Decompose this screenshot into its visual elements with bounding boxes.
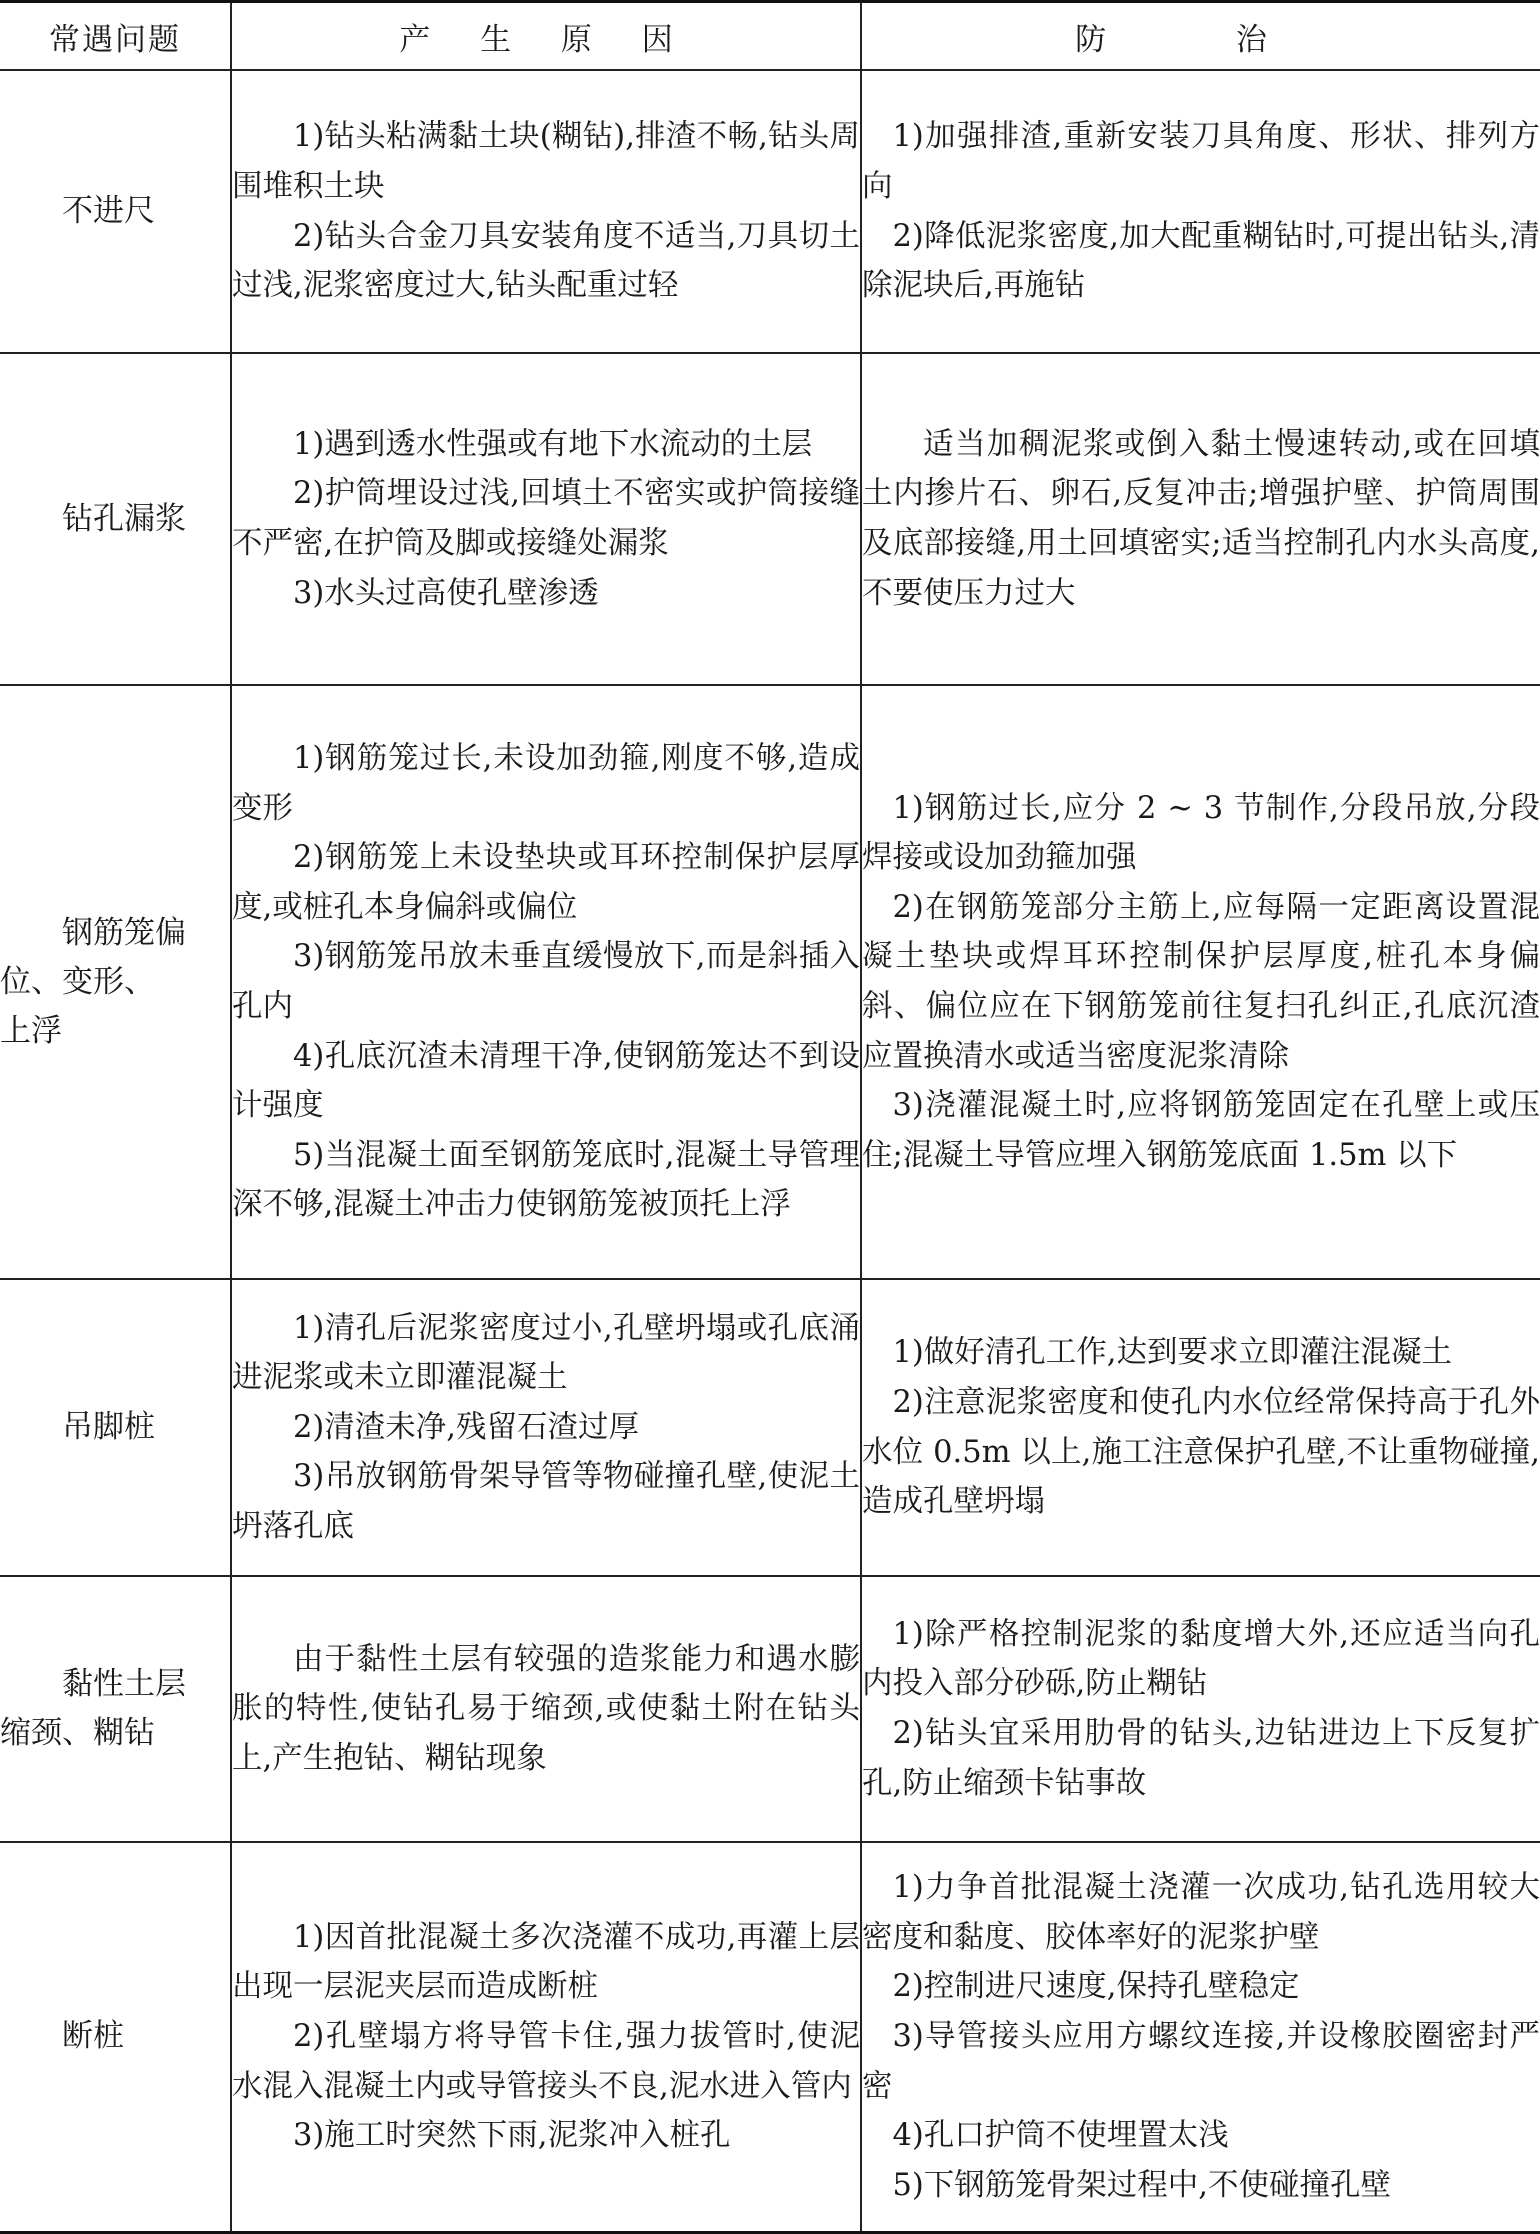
cause-item: 3)吊放钢筋骨架导管等物碰撞孔壁,使泥土坍落孔底 xyxy=(232,1459,860,1544)
prevention-item: 1)做好清孔工作,达到要求立即灌注混凝土 xyxy=(892,1335,1452,1371)
table-row xyxy=(0,70,1540,353)
cause-item: 1)遇到透水性强或有地下水流动的土层 xyxy=(293,426,813,462)
prevention-item: 2)在钢筋笼部分主筋上,应每隔一定距离设置混凝土垫块或焊耳环控制保护层厚度,桩孔本身偏斜、偏位应在下钢筋笼前往复扫孔纠正,孔底沉渣应置换清水或适当密度泥浆清除 xyxy=(862,889,1540,1074)
cause-item: 2)清渣未净,残留石渣过厚 xyxy=(293,1409,639,1445)
prevention-item: 2)控制进尺速度,保持孔壁稳定 xyxy=(892,1969,1300,2005)
cause-item: 3)钢筋笼吊放未垂直缓慢放下,而是斜插入孔内 xyxy=(232,939,860,1024)
prevention-cell xyxy=(861,685,1540,1279)
table-row xyxy=(0,1279,1540,1576)
cause-cell xyxy=(231,353,861,685)
cause-item: 2)孔壁塌方将导管卡住,强力拔管时,使泥水混入混凝土内或导管接头不良,泥水进入管内 xyxy=(232,2018,860,2104)
prevention-item: 3)浇灌混凝土时,应将钢筋笼固定在孔壁上或压住;混凝土导管应埋入钢筋笼底面 1.5m 以下 xyxy=(862,1088,1540,1173)
cause-cell xyxy=(231,1279,861,1576)
prevention-cell xyxy=(861,1279,1540,1576)
prevention-item: 2)注意泥浆密度和使孔内水位经常保持高于孔外水位 0.5m 以上,施工注意保护孔壁,不让重物碰撞,造成孔壁坍塌 xyxy=(862,1384,1540,1520)
prevention-cell xyxy=(861,353,1540,685)
table-row xyxy=(0,353,1540,685)
problem-name: 吊脚桩 xyxy=(62,1409,155,1445)
prevention-item: 适当加稠泥浆或倒入黏土慢速转动,或在回填土内掺片石、卵石,反复冲击;增强护壁、护筒周围及底部接缝,用土回填密实;适当控制孔内水头高度,不要使压力过大 xyxy=(862,426,1540,611)
problem-name: 钻孔漏浆 xyxy=(62,500,186,537)
cause-item: 1)因首批混凝土多次浇灌不成功,再灌上层出现一层泥夹层而造成断桩 xyxy=(232,1919,860,2005)
header-row xyxy=(0,2,1540,71)
problem-name: 断桩 xyxy=(62,2018,124,2055)
cause-cell xyxy=(231,1842,861,2232)
cause-item: 3)水头过高使孔壁渗透 xyxy=(293,575,599,611)
cause-item: 1)清孔后泥浆密度过小,孔壁坍塌或孔底涌进泥浆或未立即灌混凝土 xyxy=(232,1310,860,1396)
cause-cell xyxy=(231,70,861,353)
prevention-cell xyxy=(861,1842,1540,2232)
problem-cell xyxy=(0,70,231,353)
cause-item: 5)当混凝土面至钢筋笼底时,混凝土导管理深不够,混凝土冲击力使钢筋笼被顶托上浮 xyxy=(232,1137,860,1223)
problem-cell xyxy=(0,685,231,1279)
prevention-item: 2)降低泥浆密度,加大配重糊钻时,可提出钻头,清除泥块后,再施钻 xyxy=(862,218,1540,304)
prevention-item: 2)钻头宜采用肋骨的钻头,边钻进边上下反复扩孔,防止缩颈卡钻事故 xyxy=(862,1716,1540,1801)
prevention-item: 1)钢筋过长,应分 2 ~ 3 节制作,分段吊放,分段焊接或设加劲箍加强 xyxy=(862,790,1540,876)
problem-name-line: 缩颈、糊钻 xyxy=(0,1715,155,1751)
cause-item: 4)孔底沉渣未清理干净,使钢筋笼达不到设计强度 xyxy=(232,1038,860,1124)
cause-item: 由于黏性土层有较强的造浆能力和遇水膨胀的特性,使钻孔易于缩颈,或使黏土附在钻头上,产生抱钻、糊钻现象 xyxy=(232,1641,860,1776)
cause-item: 2)护筒埋设过浅,回填土不密实或护筒接缝不严密,在护筒及脚或接缝处漏浆 xyxy=(232,476,860,561)
prevention-item: 3)导管接头应用方螺纹连接,并设橡胶圈密封严密 xyxy=(862,2018,1540,2104)
cause-cell xyxy=(231,685,861,1279)
prevention-cell xyxy=(861,1576,1540,1842)
prevention-item: 1)加强排渣,重新安装刀具角度、形状、排列方向 xyxy=(862,119,1540,204)
header-prevention: 防 治 xyxy=(861,2,1540,71)
cause-item: 2)钻头合金刀具安装角度不适当,刀具切土过浅,泥浆密度过大,钻头配重过轻 xyxy=(232,218,860,304)
header-problem: 常遇问题 xyxy=(0,2,231,71)
prevention-item: 4)孔口护筒不使埋置太浅 xyxy=(892,2118,1229,2154)
cause-item: 2)钢筋笼上未设垫块或耳环控制保护层厚度,或桩孔本身偏斜或偏位 xyxy=(232,840,860,925)
problem-cell xyxy=(0,1576,231,1842)
prevention-item: 1)除严格控制泥浆的黏度增大外,还应适当向孔内投入部分砂砾,防止糊钻 xyxy=(862,1616,1540,1702)
problem-name-line: 黏性土层 xyxy=(62,1666,186,1702)
problem-name: 不进尺 xyxy=(62,193,155,229)
cause-cell xyxy=(231,1576,861,1842)
problem-cell xyxy=(0,1842,231,2232)
table-row xyxy=(0,1842,1540,2232)
problem-name-line: 上浮 xyxy=(0,1012,62,1049)
problem-name-line: 位、变形、 xyxy=(0,963,155,1000)
problem-cell xyxy=(0,1279,231,1576)
table-row xyxy=(0,685,1540,1279)
header-cause: 产 生 原 因 xyxy=(231,2,861,71)
cause-item: 3)施工时突然下雨,泥浆冲入桩孔 xyxy=(293,2118,731,2154)
problem-name-line: 钢筋笼偏 xyxy=(62,914,186,951)
prevention-cell xyxy=(861,70,1540,353)
cause-item: 1)钻头粘满黏土块(糊钻),排渣不畅,钻头周围堆积土块 xyxy=(232,119,860,204)
prevention-item: 1)力争首批混凝土浇灌一次成功,钻孔选用较大密度和黏度、胶体率好的泥浆护壁 xyxy=(862,1870,1540,1955)
cause-item: 1)钢筋笼过长,未设加劲箍,刚度不够,造成变形 xyxy=(232,741,860,826)
problem-cell xyxy=(0,353,231,685)
prevention-item: 5)下钢筋笼骨架过程中,不使碰撞孔壁 xyxy=(892,2167,1391,2203)
table-row xyxy=(0,1576,1540,1842)
